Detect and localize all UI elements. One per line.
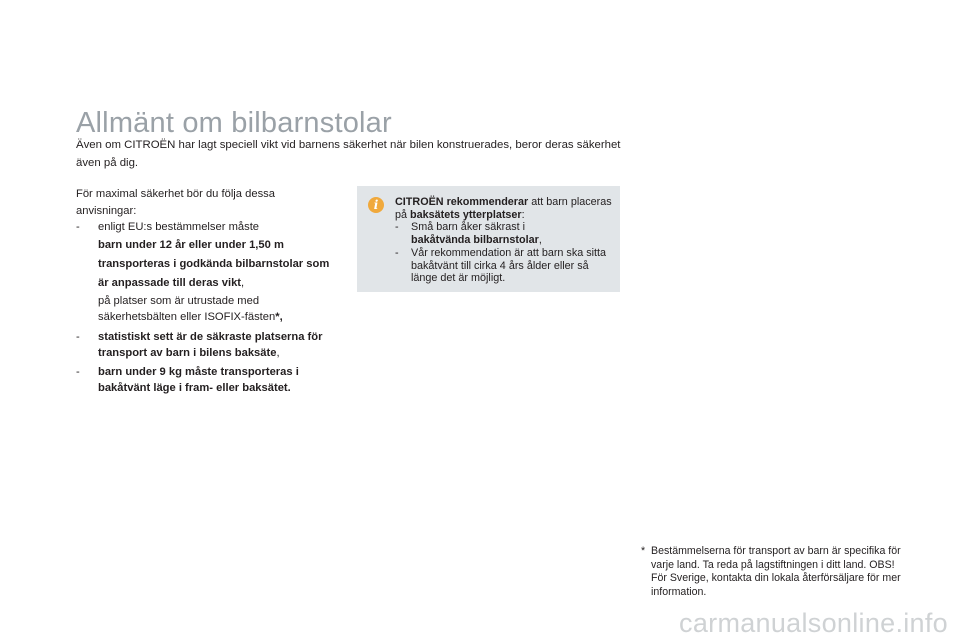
item1-tail: på platser som är utrustade med säkerhetsbälten eller ISOFIX-fästen bbox=[98, 294, 276, 323]
footnote-text: Bestämmelserna för transport av barn är specifika för varje land. Ta reda på lagstiftningen i ditt land. OBS! För Sverige, kontakta din lokala återförsäljare för mer information. bbox=[651, 545, 901, 598]
list-item bbox=[76, 219, 338, 326]
item3-bold: barn under 9 kg måste transporteras i bakåtvänt läge i fram- eller baksätet. bbox=[98, 365, 299, 394]
info-text bbox=[395, 196, 613, 285]
list-item bbox=[395, 247, 613, 285]
watermark: carmanualsonline.info bbox=[679, 608, 948, 638]
item1-end: *, bbox=[275, 311, 283, 323]
list-dash: - bbox=[76, 221, 80, 233]
list-dash: - bbox=[395, 221, 399, 234]
list-dash: - bbox=[76, 365, 80, 378]
info-brand: CITROËN rekommenderar bbox=[395, 196, 529, 208]
info-lead-bold: baksätets ytterplatser bbox=[410, 208, 522, 221]
info-box bbox=[357, 186, 620, 292]
list-dash: - bbox=[395, 246, 399, 259]
item1-bold: barn under 12 år eller under 1,50 m transporteras i godkända bilbarnstolar som är anpassade till deras vikt bbox=[98, 238, 330, 289]
list-dash: - bbox=[76, 330, 80, 343]
instructions-lead: För maximal säkerhet bör du följa dessa anvisningar: bbox=[76, 188, 275, 217]
info-lead-mid: att barn placeras på bbox=[395, 196, 612, 221]
item1-plain: enligt EU:s bestämmelser måste bbox=[98, 221, 260, 233]
instructions-column bbox=[76, 186, 338, 397]
list-item bbox=[395, 221, 613, 246]
item1-comma: , bbox=[241, 276, 245, 289]
info-lead-end: : bbox=[521, 208, 525, 221]
info-b1-end: , bbox=[538, 234, 542, 247]
info-b1-bold: bakåtvända bilbarnstolar bbox=[411, 234, 539, 247]
footnote-star: * bbox=[641, 545, 646, 557]
info-b1-plain: Små barn åker säkrast i bbox=[411, 221, 526, 234]
intro-paragraph: Även om CITROËN har lagt speciell vikt vid barnens säkerhet när bilen konstruerades, beror deras säkerhet även på dig. bbox=[76, 139, 621, 169]
footnote bbox=[641, 545, 911, 599]
info-b2: Vår rekommendation är att barn ska sitta bakåtvänt till cirka 4 års ålder eller så länge det är möjligt. bbox=[411, 246, 607, 285]
info-icon: i bbox=[368, 197, 384, 213]
item2-bold: statistiskt sett är de säkraste platserna för transport av barn i bilens baksäte bbox=[98, 330, 323, 359]
list-item bbox=[76, 364, 338, 397]
item2-end: , bbox=[276, 347, 280, 359]
page-title: Allmänt om bilbarnstolar bbox=[76, 107, 392, 140]
info-lead bbox=[395, 196, 613, 221]
list-item bbox=[76, 329, 338, 362]
